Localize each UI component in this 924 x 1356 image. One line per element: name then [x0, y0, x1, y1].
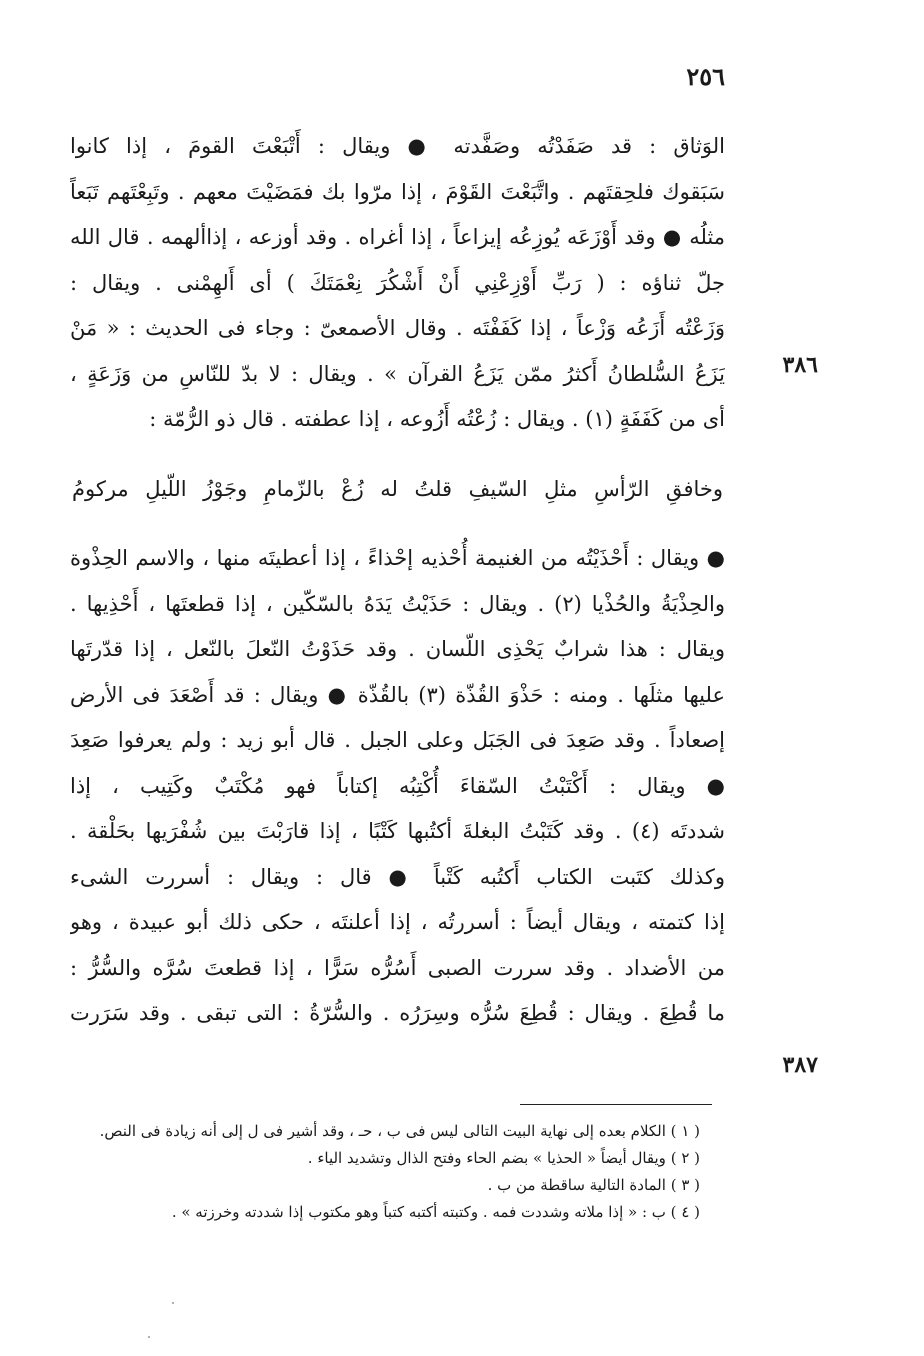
verse-spacer: [70, 512, 725, 536]
footnote-divider: [520, 1104, 712, 1105]
text-line: مثلُه ● وقد أَوْزَعَه يُوزِعُه إيزاعاً ، إذا أغراه . وقد أوزعه ، إذاألهمه . قال الله: [70, 225, 725, 249]
paper-speck: [172, 1302, 174, 1304]
text-line: من الأضداد . وقد سررت الصبى أَسُرُّه سَرًّا ، إذا قطعتَ سُرَّه والسُّرُّ :: [70, 955, 725, 980]
poetry-verse: وخافقِ الرّأسِ مثلِ السّيفِ قلتُ له زُعْ بالزّمامِ وجَوْزُ اللّيلِ مركومُ: [72, 476, 723, 501]
text-line: وكذلك كتَبت الكتاب أَكتُبه كَتْباً ● قال : ويقال : أسررت الشىء: [70, 864, 725, 889]
footnote: ( ١ ) الكلام بعده إلى نهاية البيت التالى ليس فى ب ، حـ ، وقد أشير فى ل إلى أنه زيادة فى النص.: [99, 1122, 700, 1140]
paper-speck: [148, 1336, 150, 1338]
footnotes: [60, 1118, 700, 1226]
text-line: ● ويقال : أَكْتَبْتُ السّقاءَ أُكْتِبُه إكتاباً فهو مُكْتَبٌ وكَتِيب ، إذا: [70, 773, 725, 798]
footnote: ( ٢ ) ويقال أيضاً « الحذيا » بضم الحاء وفتح الذال وتشديد الياء .: [307, 1149, 700, 1167]
text-line: وَزَعْتُه أَزَعُه وَزْعاً ، إذا كَفَفْتَه . وقال الأصمعىّ : وجاء فى الحديث : « مَنْ: [70, 316, 725, 340]
text-line: سَبَقوك فلحِقتَهم . واتَّبَعْتَ القَوْمَ ، إذا مرّوا بك فمَضَيْتَ معهم . وتَبِعْتَهم تَبَعاً: [70, 179, 725, 204]
text-line: الوَثاق : قد صَفَدْتُه وصَفَّدته ● ويقال : أَتْبَعْتَ القومَ ، إذا كانوا: [70, 134, 725, 158]
footnote: ( ٤ ) ب : « إذا ملاته وشددت فمه . وكتبته أكتبه كتباً وهو مكتوب إذا شددته وخرزته » .: [171, 1203, 700, 1221]
text-line: عليها مثلَها . ومنه : حَذْوَ القُذّة (٣) بالقُذّة ● ويقال : قد أَصْعَدَ فى الأرض: [70, 682, 725, 707]
text-line: إذا كتمته ، ويقال أيضاً : أسررتُه ، إذا أعلنتَه ، حكى ذلك أبو عبيدة ، وهو: [70, 910, 725, 934]
text-line: والحِذْيَةُ والحُذْيا (٢) . ويقال : حَذَيْتُ يَدَهُ بالسّكّين ، إذا قطعتَها ، أَحْذِيها .: [70, 591, 725, 616]
text-line: يَزَعُ السُّلطانُ أَكثرُ ممّن يَزَعُ القرآن » . ويقال : لا بدّ للنّاسِ من وَزَعَةٍ ،: [70, 361, 725, 386]
footnote: ( ٣ ) المادة التالية ساقطة من ب .: [487, 1176, 700, 1194]
text-line: إصعاداً . وقد صَعِدَ فى الجَبَل وعلى الجبل . قال أبو زيد : ولم يعرفوا صَعِدَ: [70, 728, 725, 752]
verse-spacer: [70, 443, 725, 467]
text-line: ● ويقال : أَحْذَيْتُه من الغنيمة أُحْذيه إحْذاءً ، إذا أعطيتَه منها ، والاسم الحِذْوة: [70, 546, 725, 570]
text-line: ما قُطِعَ . ويقال : قُطِعَ سُرُّه وسِرَرُه . والسُّرّةُ : التى تبقى . وقد سَرَرت: [70, 1001, 725, 1025]
margin-number: ٣٨٧: [782, 1052, 818, 1078]
text-line: أى من كَفَفَةٍ (١) . ويقال : زُعْتُه أَزُوعه ، إذا عطفته . قال ذو الرُّمّة :: [149, 407, 725, 431]
text-line: ويقال : هذا شرابٌ يَحْذِى اللّسان . وقد حَذَوْتُ النّعلَ بالنّعل ، إذا قدّرتَها: [70, 637, 725, 661]
margin-number: ٣٨٦: [782, 352, 818, 378]
text-line: جلّ ثناؤه : ( رَبِّ أَوْزِعْنِي أَنْ أَشْكُرَ نِعْمَتَكَ ) أى أَلهِمْنى . ويقال :: [70, 270, 725, 295]
text-line: شددتَه (٤) . وقد كَتَبْتُ البغلةَ أكتُبها كَتْبًا ، إذا قارَبْتَ بين شُفْرَيها بحَلْقة .: [70, 819, 725, 843]
page-number: ٢٥٦: [686, 62, 725, 91]
main-text: [70, 124, 725, 1037]
